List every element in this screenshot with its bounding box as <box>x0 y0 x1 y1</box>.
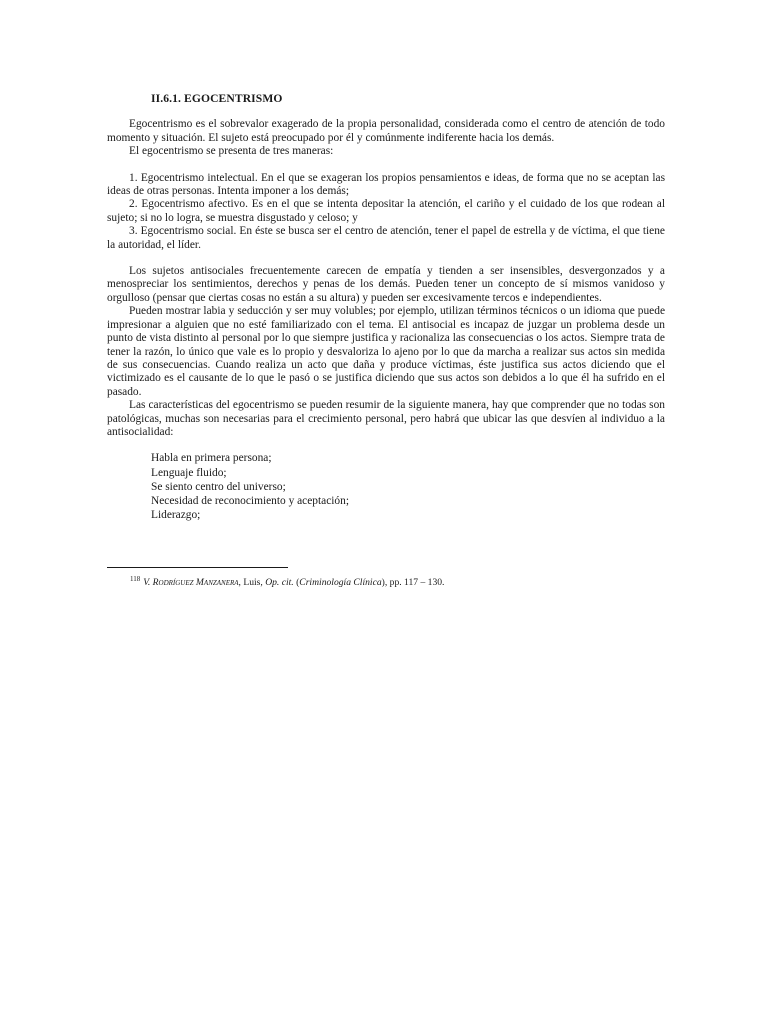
manner-item-affective: 2. Egocentrismo afectivo. Es en el que se intenta depositar la atención, el cariño y el cuidado de los que rodean al sujeto; si no lo logra, se muestra disgustado y celoso; y <box>107 198 665 224</box>
section-heading: II.6.1. EGOCENTRISMO <box>151 92 283 105</box>
footnote-paren: ( <box>293 577 300 588</box>
list-item: Liderazgo; <box>151 509 201 522</box>
footnote-number: 118 <box>130 575 141 583</box>
spacer <box>107 252 665 265</box>
manner-item-intellectual: 1. Egocentrismo intelectual. En el que se exageran los propios pensamientos e ideas, de forma que no se aceptan las ideas de otras personas. Intenta imponer a los demás; <box>107 171 665 198</box>
footnote-pages: ), pp. 117 – 130. <box>381 577 445 588</box>
list-item: Necesidad de reconocimiento y aceptación; <box>151 494 349 507</box>
paragraph-definition: Egocentrismo es el sobrevalor exagerado de la propia personalidad, considerada como el centro de atención de todo momento y situación. El sujeto está preocupado por él y comúnmente indiferente hacia los demás. <box>107 118 665 144</box>
characteristics-list <box>151 451 665 522</box>
paragraph-characteristics-intro: Las características del egocentrismo se pueden resumir de la siguiente manera, hay que comprender que no todas son patológicas, muchas son necesarias para el crecimiento personal, pero habrá que ubicar las que desvíen al individuo a la antisocialidad: <box>107 399 665 438</box>
footnote-author: V. Rodríguez Manzanera <box>143 577 239 588</box>
footnote-text-pre: , Luis, <box>238 577 266 588</box>
paragraph-antisocial-traits: Los sujetos antisociales frecuentemente carecen de empatía y tienden a ser insensibles, desvergonzados y a menospreciar los sentimientos, derechos y penas de los demás. Pueden tener un concepto de sí mismos vanidoso y orgulloso (pensar que ciertas cosas no están a su altura) y pueden ser excesivamente tercos e independientes. <box>107 265 665 304</box>
footnote-book-title: Criminología Clínica <box>299 577 382 588</box>
spacer <box>107 159 665 172</box>
list-item: Lenguaje fluido; <box>151 466 227 479</box>
list-item: Habla en primera persona; <box>151 452 272 465</box>
manner-item-social: 3. Egocentrismo social. En éste se busca ser el centro de atención, tener el papel de estrella y de víctima, el que tiene la autoridad, el líder. <box>107 225 665 251</box>
list-item: Se siento centro del universo; <box>151 480 286 493</box>
document-page <box>107 92 665 522</box>
paragraph-manners-intro: El egocentrismo se presenta de tres maneras: <box>129 145 334 158</box>
footnote <box>130 573 444 589</box>
footnote-op-cit: Op. cit. <box>265 577 294 588</box>
footnote-separator <box>107 567 288 568</box>
paragraph-antisocial-behavior: Pueden mostrar labia y seducción y ser muy volubles; por ejemplo, utilizan términos técnicos o un idioma que puede impresionar a alguien que no esté familiarizado con el tema. El antisocial es incapaz de juzgar un problema desde un punto de vista distinto al personal por lo que siempre justifica y racionaliza las consecuencias o los actos. Siempre trata de tener la razón, lo único que vale es lo propio y desvaloriza lo ajeno por lo que da marcha a realizar sus actos sin medida de sus consecuencias. Cuando realiza un acto que daña y produce víctimas, éste justifica sus actos diciendo que el victimizado es el causante de lo que le pasó o se justifica diciendo que sus actos son debidos a lo que él ha sufrido en el pasado. <box>107 305 665 398</box>
